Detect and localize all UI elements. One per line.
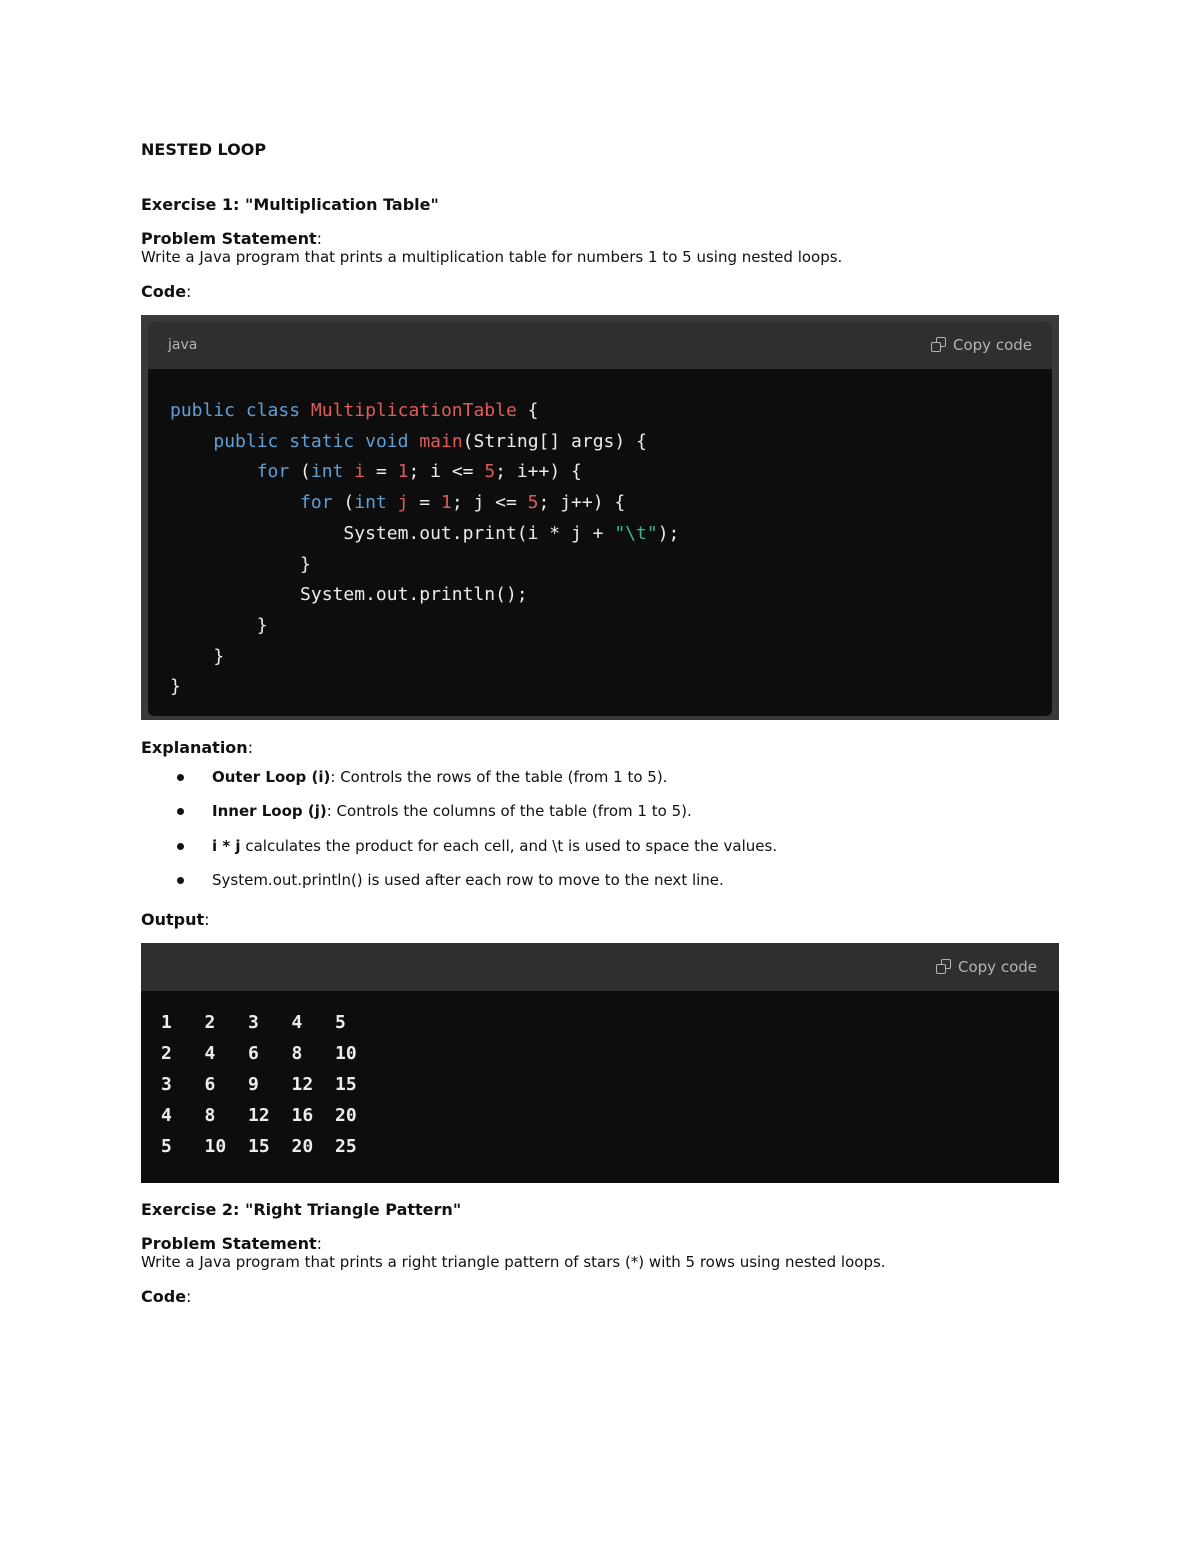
problem-statement-label-2: Problem Statement: (141, 1234, 323, 1253)
explanation-item: System.out.println() is used after each row to move to the next line. (141, 871, 777, 905)
copy-code-label: Copy code (958, 958, 1037, 976)
output-cell: 15 (248, 1136, 270, 1157)
output-row (161, 1012, 379, 1043)
code-line-4: for (int j = 1; j <= 5; j++) { (300, 492, 626, 514)
output-row (161, 1074, 379, 1105)
explanation-item: Outer Loop (i): Controls the rows of the table (from 1 to 5). (141, 768, 777, 802)
copy-icon (931, 337, 947, 353)
output-cell: 9 (248, 1074, 259, 1095)
page-title: NESTED LOOP (141, 140, 267, 159)
output-row (161, 1136, 379, 1167)
problem-statement-text-1: Write a Java program that prints a multiplication table for numbers 1 to 5 using nested loops. (141, 248, 843, 266)
explanation-item: Inner Loop (j): Controls the columns of the table (from 1 to 5). (141, 802, 777, 836)
output-cell: 15 (335, 1074, 357, 1095)
output-cell: 3 (248, 1012, 259, 1033)
output-cell: 2 (161, 1043, 172, 1064)
explanation-label: Explanation: (141, 738, 254, 757)
code-line-6: } (170, 553, 311, 575)
output-cell: 10 (204, 1136, 227, 1157)
code-label-2: Code: (141, 1287, 192, 1306)
output-cell: 5 (335, 1012, 346, 1033)
output-cell: 12 (248, 1105, 270, 1126)
copy-output-button[interactable] (936, 958, 1037, 976)
code-line-9: } (170, 645, 225, 667)
output-cell: 20 (335, 1105, 357, 1126)
copy-icon (936, 959, 952, 975)
problem-statement-text-2: Write a Java program that prints a right triangle pattern of stars (*) with 5 rows using nested loops. (141, 1253, 886, 1271)
code-line-2: public static void main(String[] args) { (213, 430, 647, 452)
output-row (161, 1043, 379, 1074)
code-language-label: java (168, 337, 198, 353)
output-cell: 25 (335, 1136, 357, 1157)
output-row (161, 1105, 379, 1136)
explanation-item: i * j calculates the product for each cell, and \t is used to space the values. (141, 837, 777, 871)
output-label: Output: (141, 910, 210, 929)
code-line-3: for (int i = 1; i <= 5; i++) { (256, 461, 582, 483)
output-cell: 3 (161, 1074, 172, 1095)
exercise-1-title: Exercise 1: "Multiplication Table" (141, 195, 439, 214)
output-cell: 10 (335, 1043, 357, 1064)
output-cell: 4 (291, 1012, 303, 1033)
code-line-5: System.out.print(i * j + "\t"); (170, 522, 680, 544)
exercise-2-title: Exercise 2: "Right Triangle Pattern" (141, 1200, 462, 1219)
code-label-1: Code: (141, 282, 192, 301)
output-block-header (141, 943, 1059, 991)
output-cell: 20 (291, 1136, 314, 1157)
output-cell: 6 (248, 1043, 259, 1064)
copy-code-button[interactable] (931, 336, 1032, 354)
code-line-8: } (170, 614, 268, 636)
output-cell: 8 (291, 1043, 303, 1064)
output-cell: 12 (291, 1074, 314, 1095)
code-line-10: } (170, 676, 181, 698)
output-table (161, 1012, 379, 1167)
code-line-1: public class MultiplicationTable { (170, 400, 539, 421)
explanation-list (141, 768, 777, 905)
output-cell: 1 (161, 1012, 172, 1033)
code-block-header (148, 322, 1052, 369)
code-block (141, 315, 1059, 720)
output-block (141, 943, 1059, 1183)
output-cell: 4 (204, 1043, 216, 1064)
output-cell: 8 (204, 1105, 216, 1126)
problem-statement-label-1: Problem Statement: (141, 229, 323, 248)
output-cell: 16 (291, 1105, 314, 1126)
code-line-7: System.out.println(); (170, 584, 528, 606)
output-cell: 6 (204, 1074, 216, 1095)
output-cell: 5 (161, 1136, 172, 1157)
copy-code-label: Copy code (953, 336, 1032, 354)
output-cell: 2 (204, 1012, 216, 1033)
output-cell: 4 (161, 1105, 172, 1126)
code-content (170, 396, 679, 703)
